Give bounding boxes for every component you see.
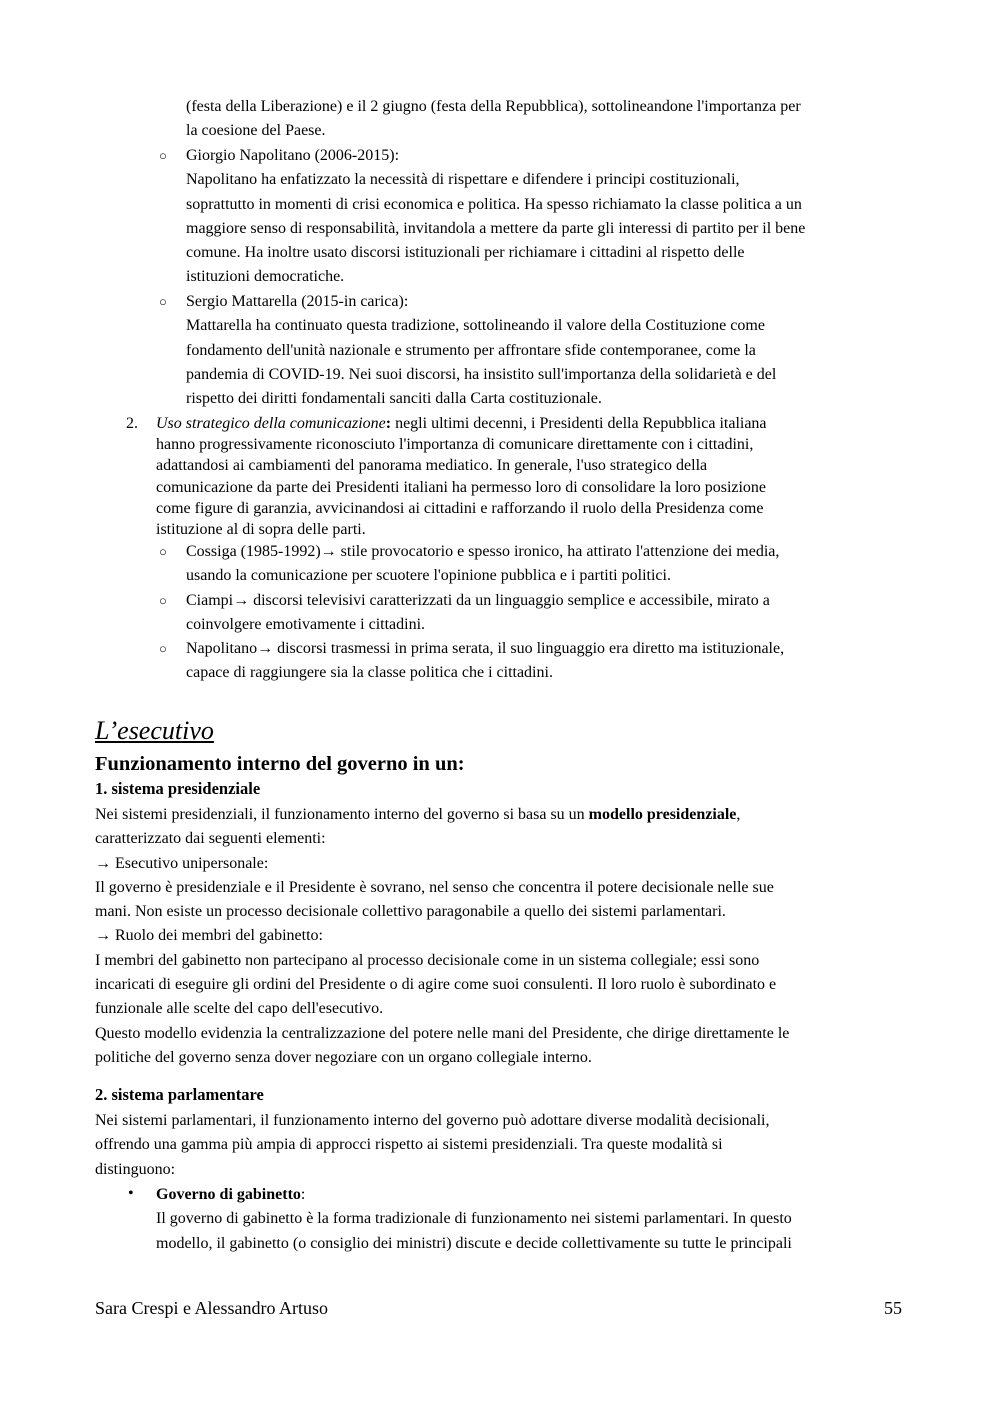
- list-item-napolitano: Giorgio Napolitano (2006-2015): Napolitano ha enfatizzato la necessità di rispettare e difendere i principi costituzionali, soprattutto in momenti di crisi economica e politica. Ha spesso richiamato la classe politica a un maggiore senso di responsabilità, invitandola a mettere da parte gli interessi di partito per il bene comune. Ha inoltre usato discorsi istituzionali per richiamare i cittadini al rispetto delle istituzioni democratiche.: [186, 147, 806, 286]
- subsection-heading-parlamentare: 2. sistema parlamentare: [95, 1085, 264, 1104]
- presidential-system-text: Nei sistemi presidenziali, il funzionamento interno del governo si basa su un modello presidenziale, caratterizzato dai seguenti elementi: → Esecutivo unipersonale: Il governo è presidenziale e il Presidente è sovrano, nel senso che concentra il potere decisionale nelle sue mani. Non esiste un processo decisionale collettivo paragonabile a quello dei sistemi parlamentari. → Ruolo dei membri del gabinetto: I membri del gabinetto non partecipano al processo decisionale come in un sistema collegiale; essi sono incaricati di eseguire gli ordini del Presidente o di agire come suoi consulenti. Il loro ruolo è subordinato e funzionale alle scelte del capo dell'esecutivo. Questo modello evidenzia la centralizzazione del potere nelle mani del Presidente, che dirige direttamente le politiche del governo senza dover negoziare con un organo collegiale interno.: [95, 806, 790, 1066]
- circle-bullet-icon: ○: [159, 593, 167, 608]
- list-item-ciampi: Ciampi→ discorsi televisivi caratterizzati da un linguaggio semplice e accessibile, mirato a coinvolgere emotivamente i cittadini.: [186, 592, 770, 634]
- list-item-napolitano-comunicazione: Napolitano→ discorsi trasmessi in prima serata, il suo linguaggio era diretto ma istituzionale, capace di raggiungere sia la classe politica che i cittadini.: [186, 640, 785, 682]
- circle-bullet-icon: ○: [159, 294, 167, 309]
- page-number: 55: [884, 1298, 902, 1318]
- list-item-mattarella: Sergio Mattarella (2015-in carica): Mattarella ha continuato questa tradizione, sottolineando il valore della Costituzione come fondamento dell'unità nazionale e strumento per affrontare sfide contemporanee, come la pandemia di COVID-19. Nei suoi discorsi, ha insistito sull'importanza della solidarietà e del rispetto dei diritti fondamentali sanciti dalla Carta costituzionale.: [186, 293, 777, 408]
- dot-bullet-icon: •: [128, 1185, 134, 1202]
- circle-bullet-icon: ○: [159, 544, 167, 559]
- section-title: L’esecutivo: [95, 716, 214, 745]
- circle-bullet-icon: ○: [159, 641, 167, 656]
- footer-authors: Sara Crespi e Alessandro Artuso: [95, 1298, 328, 1318]
- circle-bullet-icon: ○: [159, 148, 167, 163]
- list-number: 2.: [126, 415, 138, 432]
- list-item-uso-strategico: Uso strategico della comunicazione: negli ultimi decenni, i Presidenti della Repubblica italiana hanno progressivamente riconosciuto l'importanza di comunicare direttamente con i cittadini, adattandosi ai cambiamenti del panorama mediatico. In generale, l'uso strategico della comunicazione da parte dei Presidenti italiani ha permesso loro di consolidare la loro posizione come figure di garanzia, avvicinandosi ai cittadini e rafforzando il ruolo della Presidenza come istituzione al di sopra delle parti.: [156, 415, 767, 539]
- paragraph-continuation: (festa della Liberazione) e il 2 giugno (festa della Repubblica), sottolineandone l'importanza per la coesione del Paese.: [186, 98, 801, 140]
- parliamentary-system-text: Nei sistemi parlamentari, il funzionamento interno del governo può adottare diverse modalità decisionali, offrendo una gamma più ampia di approcci rispetto ai sistemi presidenziali. Tra queste modalità si distinguono:: [95, 1112, 770, 1178]
- section-subtitle: Funzionamento interno del governo in un:: [95, 753, 465, 775]
- list-item-governo-gabinetto: Governo di gabinetto: Il governo di gabinetto è la forma tradizionale di funzionamento nei sistemi parlamentari. In questo modello, il gabinetto (o consiglio dei ministri) discute e decide collettivamente su tutte le principali: [156, 1186, 792, 1252]
- subsection-heading-presidenziale: 1. sistema presidenziale: [95, 779, 261, 798]
- list-item-cossiga: Cossiga (1985-1992)→ stile provocatorio e spesso ironico, ha attirato l'attenzione dei media, usando la comunicazione per scuotere l'opinione pubblica e i partiti politici.: [186, 543, 780, 585]
